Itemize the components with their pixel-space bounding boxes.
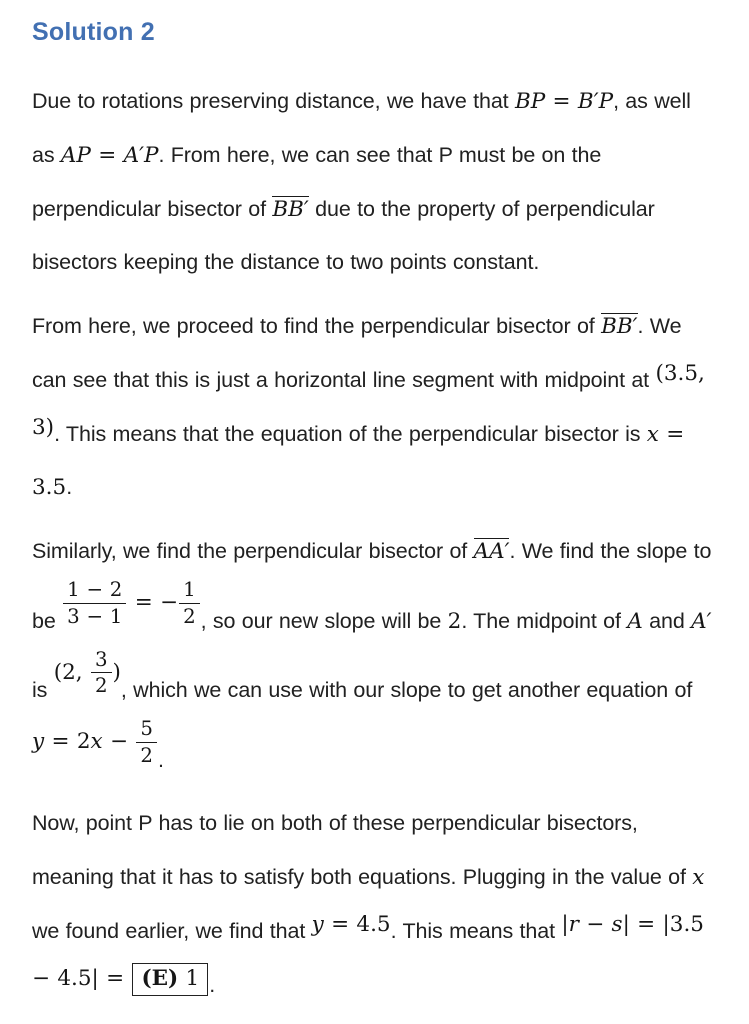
math-literal: = − (127, 590, 179, 616)
text-run: . From here, we can see that P must be on the perpendicular bisector of (32, 142, 602, 221)
fraction (91, 648, 112, 698)
math-inline (692, 865, 704, 890)
text-run: . This means that the equation of the perpendicular bisector is (54, 421, 647, 446)
fraction (136, 717, 157, 767)
math-inline (32, 715, 158, 769)
math-literal: = 4.5 (323, 912, 391, 938)
math-variable: r (568, 912, 579, 938)
text-run: we found earlier, we find that (32, 918, 312, 943)
text-run: From here, we proceed to find the perpendicular bisector of (32, 314, 602, 338)
math-literal: = (545, 89, 578, 114)
fraction-denominator: 2 (94, 674, 108, 698)
math-variable: A′P (123, 142, 159, 168)
fraction-numerator: 1 (179, 578, 200, 603)
math-inline (272, 197, 308, 222)
math-variable: x (90, 729, 103, 755)
math-literal: = 2 (44, 729, 91, 755)
math-inline (474, 539, 510, 564)
answer-choice-label: (E) (141, 966, 179, 992)
math-inline (627, 609, 643, 634)
fraction-denominator: 2 (140, 743, 153, 767)
text-run: . (66, 475, 73, 500)
answer-value: 1 (178, 966, 200, 992)
math-literal: − (578, 912, 612, 938)
math-literal: − (102, 729, 136, 755)
text-run: , so our new slope will be (200, 608, 448, 633)
solution-body (32, 75, 719, 1012)
text-run: . (157, 747, 164, 772)
overline-segment: AA′ (473, 539, 510, 564)
overline-segment: BB′ (601, 314, 638, 339)
math-inline (601, 314, 637, 339)
text-run: Similarly, we find the perpendicular bisector of (32, 539, 474, 563)
text-run: and (642, 608, 692, 633)
math-literal: ) (112, 659, 121, 685)
text-run: , which we can use with our slope to get another equation of (120, 678, 693, 702)
math-variable: AP (60, 142, 91, 168)
math-inline (312, 912, 391, 937)
paragraph (32, 797, 719, 1012)
boxed-answer (132, 963, 208, 996)
text-run: . This means that (390, 918, 562, 943)
math-variable: y (32, 729, 45, 755)
math-inline (448, 609, 462, 634)
math-inline (54, 646, 121, 700)
math-variable: x (692, 865, 705, 890)
text-run: Now, point P has to lie on both of these perpendicular bisectors, meaning that it has to satisfy both equations. Plugging in the value of (32, 811, 693, 889)
math-literal: 2 (447, 608, 462, 634)
overline-segment: BB′ (272, 196, 309, 222)
text-run: is (32, 678, 54, 702)
text-run: , as well as (32, 89, 691, 167)
paragraph (32, 300, 719, 515)
math-literal: | = |3.5 − 4.5| = (32, 912, 704, 992)
text-run: . We can see that this is just a horizontal line segment with midpoint at (32, 314, 682, 392)
math-literal: | (561, 912, 569, 938)
text-run: . The midpoint of (461, 608, 628, 633)
paragraph (32, 75, 719, 290)
math-variable: s (611, 912, 623, 938)
math-literal: (3.5, 3) (32, 361, 705, 441)
math-variable: y (311, 912, 324, 938)
math-literal: = 3.5 (32, 421, 685, 501)
math-inline (62, 576, 201, 630)
fraction-numerator: 3 (91, 648, 112, 673)
text-run: due to the property of perpendicular bisectors keeping the distance to two points constant. (32, 196, 655, 275)
math-variable: A (627, 608, 643, 634)
math-variable: A′ (691, 608, 712, 634)
paragraph (32, 525, 719, 787)
fraction-denominator: 3 − 1 (67, 604, 123, 628)
fraction-numerator: 5 (136, 717, 157, 742)
fraction (63, 578, 126, 628)
solution-heading: Solution 2 (32, 18, 155, 46)
math-literal: = (90, 142, 124, 168)
fraction (179, 578, 200, 628)
math-variable: B′P (577, 89, 614, 114)
math-inline (691, 609, 711, 634)
text-run: . (209, 972, 216, 997)
fraction-numerator: 1 − 2 (63, 578, 126, 603)
math-inline (515, 89, 613, 114)
math-variable: x (646, 421, 659, 447)
text-run: . We find the slope to be (32, 539, 712, 633)
math-variable: BP (514, 89, 546, 114)
text-run: Due to rotations preserving distance, we have that (32, 89, 515, 113)
math-literal: (2, (53, 659, 90, 685)
math-inline (61, 143, 159, 168)
fraction-denominator: 2 (183, 604, 196, 628)
